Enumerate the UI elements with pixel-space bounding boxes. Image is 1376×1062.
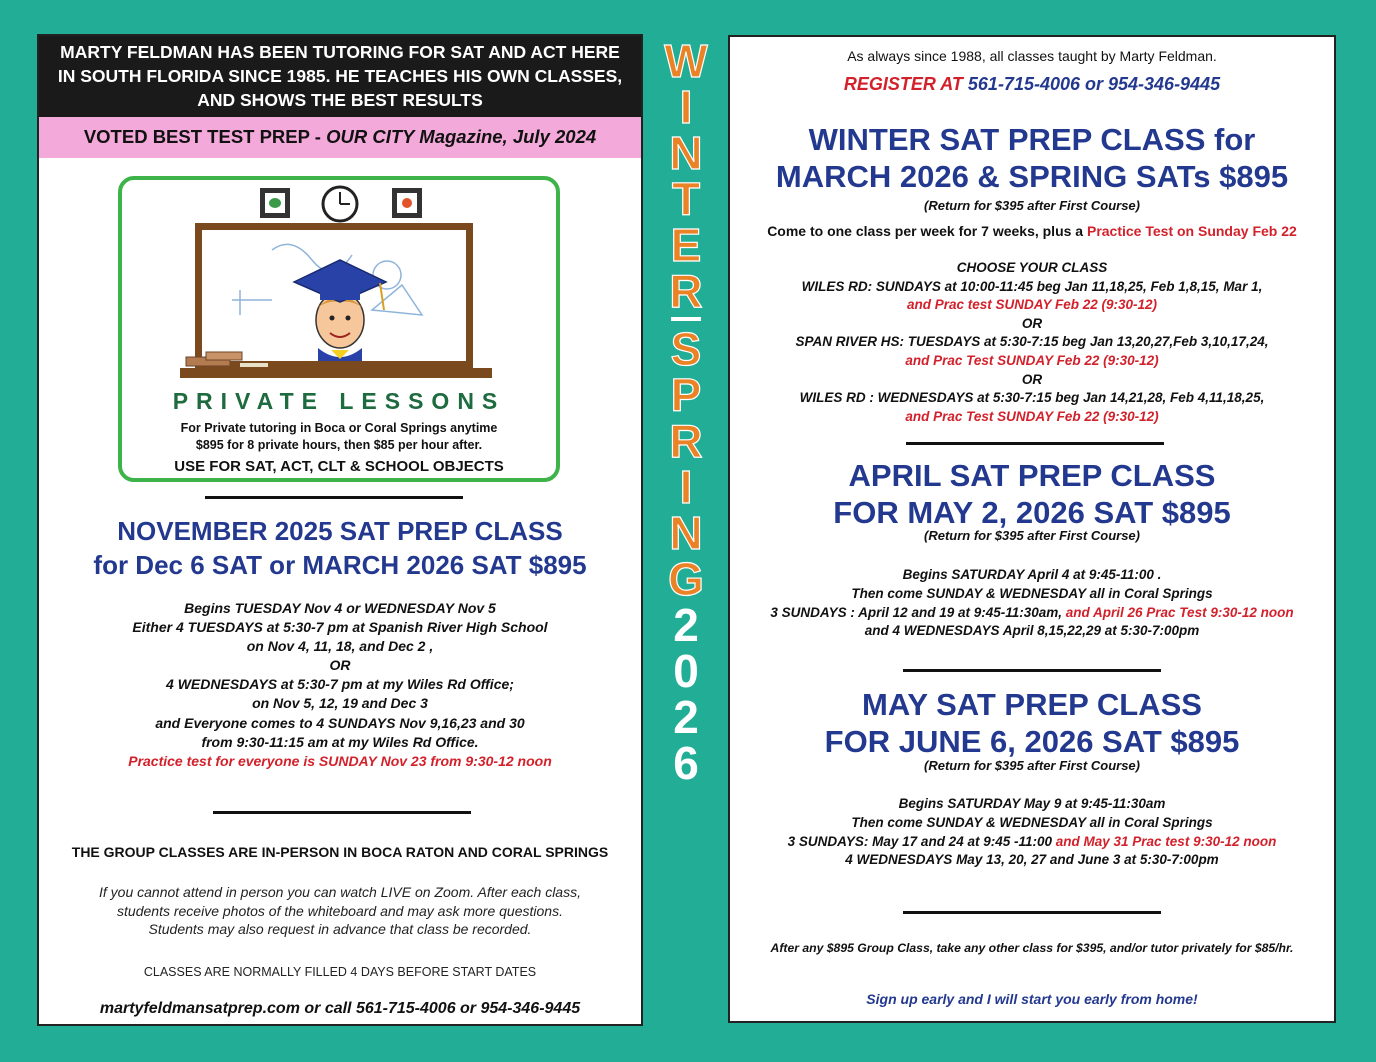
november-practice-test: Practice test for everyone is SUNDAY Nov 23 from 9:30-12 noon — [128, 752, 552, 769]
divider — [903, 911, 1161, 914]
private-line-2: $895 for 8 private hours, then $85 per hour after. — [195, 438, 483, 452]
register-line: REGISTER AT 561-715-4006 or 954-346-9445 — [843, 74, 1221, 94]
divider — [906, 442, 1164, 445]
left-flyer-panel — [37, 34, 643, 1026]
winter-return: (Return for $395 after First Course) — [924, 198, 1140, 213]
vertical-digit: 2 — [673, 599, 699, 651]
vertical-digit: 2 — [673, 691, 699, 743]
april-class-details: Begins SATURDAY April 4 at 9:45-11:00 . Then come SUNDAY & WEDNESDAY all in Coral Springs 3 SUNDAYS : April 12 and 19 at 9:45-11:30am, and April 26 Prac Test 9:30-12 noon and 4 WEDNESDAYS April 8,15,22,29 at 5:30-7:00pm — [770, 567, 1294, 639]
winter-come-line: Come to one class per week for 7 weeks, plus a Practice Test on Sunday Feb 22 — [767, 223, 1297, 239]
vertical-digit: 0 — [673, 645, 699, 697]
vertical-digit: 6 — [673, 737, 699, 789]
vertical-letter: I — [679, 461, 693, 513]
contact-line: martyfeldmansatprep.com or call 561-715-4006 or 954-346-9445 — [99, 1000, 581, 1017]
vertical-letter: S — [670, 323, 702, 375]
april-class-title: APRIL SAT PREP CLASS FOR MAY 2, 2026 SAT $895 — [833, 458, 1231, 530]
group-classes-note: THE GROUP CLASSES ARE IN-PERSON IN BOCA RATON AND CORAL SPRINGS — [71, 844, 609, 860]
winter-class-options: CHOOSE YOUR CLASS WILES RD: SUNDAYS at 10:00-11:45 beg Jan 11,18,25, Feb 1,8,15, Mar 1, and Prac test SUNDAY Feb 22 (9:30-12) OR SPAN RIVER HS: TUESDAYS at 5:30-7:15 beg Jan 13,20,27,Feb 3,10,17,24, and Prac Test SUNDAY Feb 22 (9:30-12) OR WILES RD : WEDNESDAYS at 5:30-7:15 beg Jan 14,21,28, Feb 4,11,18,25, and Prac Test SUNDAY Feb 22 (9:30-12) — [795, 260, 1269, 424]
vertical-letter: G — [668, 553, 704, 605]
vertical-letter: N — [669, 507, 703, 559]
divider — [213, 811, 471, 814]
vertical-letter: W — [664, 35, 708, 87]
right-flyer-panel — [728, 35, 1336, 1023]
vertical-letter: R — [669, 415, 703, 467]
vertical-letter: I — [679, 81, 693, 133]
winter-spring-2026-vertical — [662, 35, 710, 789]
divider — [205, 496, 463, 499]
private-line-3: USE FOR SAT, ACT, CLT & SCHOOL OBJECTS — [174, 458, 504, 475]
vertical-letter: N — [669, 127, 703, 179]
may-return: (Return for $395 after First Course) — [924, 758, 1140, 773]
november-class-title: NOVEMBER 2025 SAT PREP CLASS for Dec 6 SAT or MARCH 2026 SAT $895 — [93, 516, 587, 580]
vertical-separator — [671, 317, 701, 321]
classroom-illustration — [122, 180, 556, 402]
winter-class-title: WINTER SAT PREP CLASS for MARCH 2026 & SPRING SATs $895 — [775, 122, 1289, 194]
november-class-details: Begins TUESDAY Nov 4 or WEDNESDAY Nov 5 Either 4 TUESDAYS at 5:30-7 pm at Spanish River High School on Nov 4, 11, 18, and Dec 2 , OR 4 WEDNESDAYS at 5:30-7 pm at my Wiles Rd Office; on Nov 5, 12, 19 and Dec 3 and Everyone comes to 4 SUNDAYS Nov 9,16,23 and 30 from 9:30-11:15 am at my Wiles Rd Office. Practice test for everyone is SUNDAY Nov 23 from 9:30-12 noon — [39, 599, 641, 771]
vertical-letter: T — [671, 173, 701, 225]
may-class-details: Begins SATURDAY May 9 at 9:45-11:30am Then come SUNDAY & WEDNESDAY all in Coral Springs 3 SUNDAYS: May 17 and 24 at 9:45 -11:00 and May 31 Prac test 9:30-12 noon 4 WEDNESDAYS May 13, 20, 27 and June 3 at 5:30-7:00pm — [787, 796, 1277, 868]
vertical-letter: P — [670, 369, 702, 421]
may-class-title: MAY SAT PREP CLASS FOR JUNE 6, 2026 SAT $895 — [824, 687, 1240, 759]
zoom-note: If you cannot attend in person you can watch LIVE on Zoom. After each class, students receive photos of the whiteboard and may ask more questions. Students may also request in advance that class be recorded. — [99, 884, 581, 937]
divider — [903, 669, 1161, 672]
vertical-letter: R — [669, 265, 703, 317]
intro-line: As always since 1988, all classes taught by Marty Feldman. — [847, 48, 1217, 64]
signup-note: Sign up early and I will start you early from home! — [866, 991, 1198, 1007]
after-class-note: After any $895 Group Class, take any other class for $395, and/or tutor privately for $85/hr. — [770, 941, 1294, 955]
private-line-1: For Private tutoring in Boca or Coral Springs anytime — [180, 421, 498, 435]
voted-best-banner: VOTED BEST TEST PREP - OUR CITY Magazine, July 2024 — [39, 117, 641, 158]
classes-filled-note: CLASSES ARE NORMALLY FILLED 4 DAYS BEFORE START DATES — [143, 965, 537, 979]
tutoring-header: MARTY FELDMAN HAS BEEN TUTORING FOR SAT AND ACT HERE IN SOUTH FLORIDA SINCE 1985. HE TEACHES HIS OWN CLASSES, AND SHOWS THE BEST RESULTS — [39, 36, 641, 117]
april-return: (Return for $395 after First Course) — [924, 528, 1140, 543]
private-lessons-title: PRIVATE LESSONS — [172, 388, 506, 414]
private-lessons-box — [118, 176, 560, 482]
vertical-letter: E — [670, 219, 702, 271]
